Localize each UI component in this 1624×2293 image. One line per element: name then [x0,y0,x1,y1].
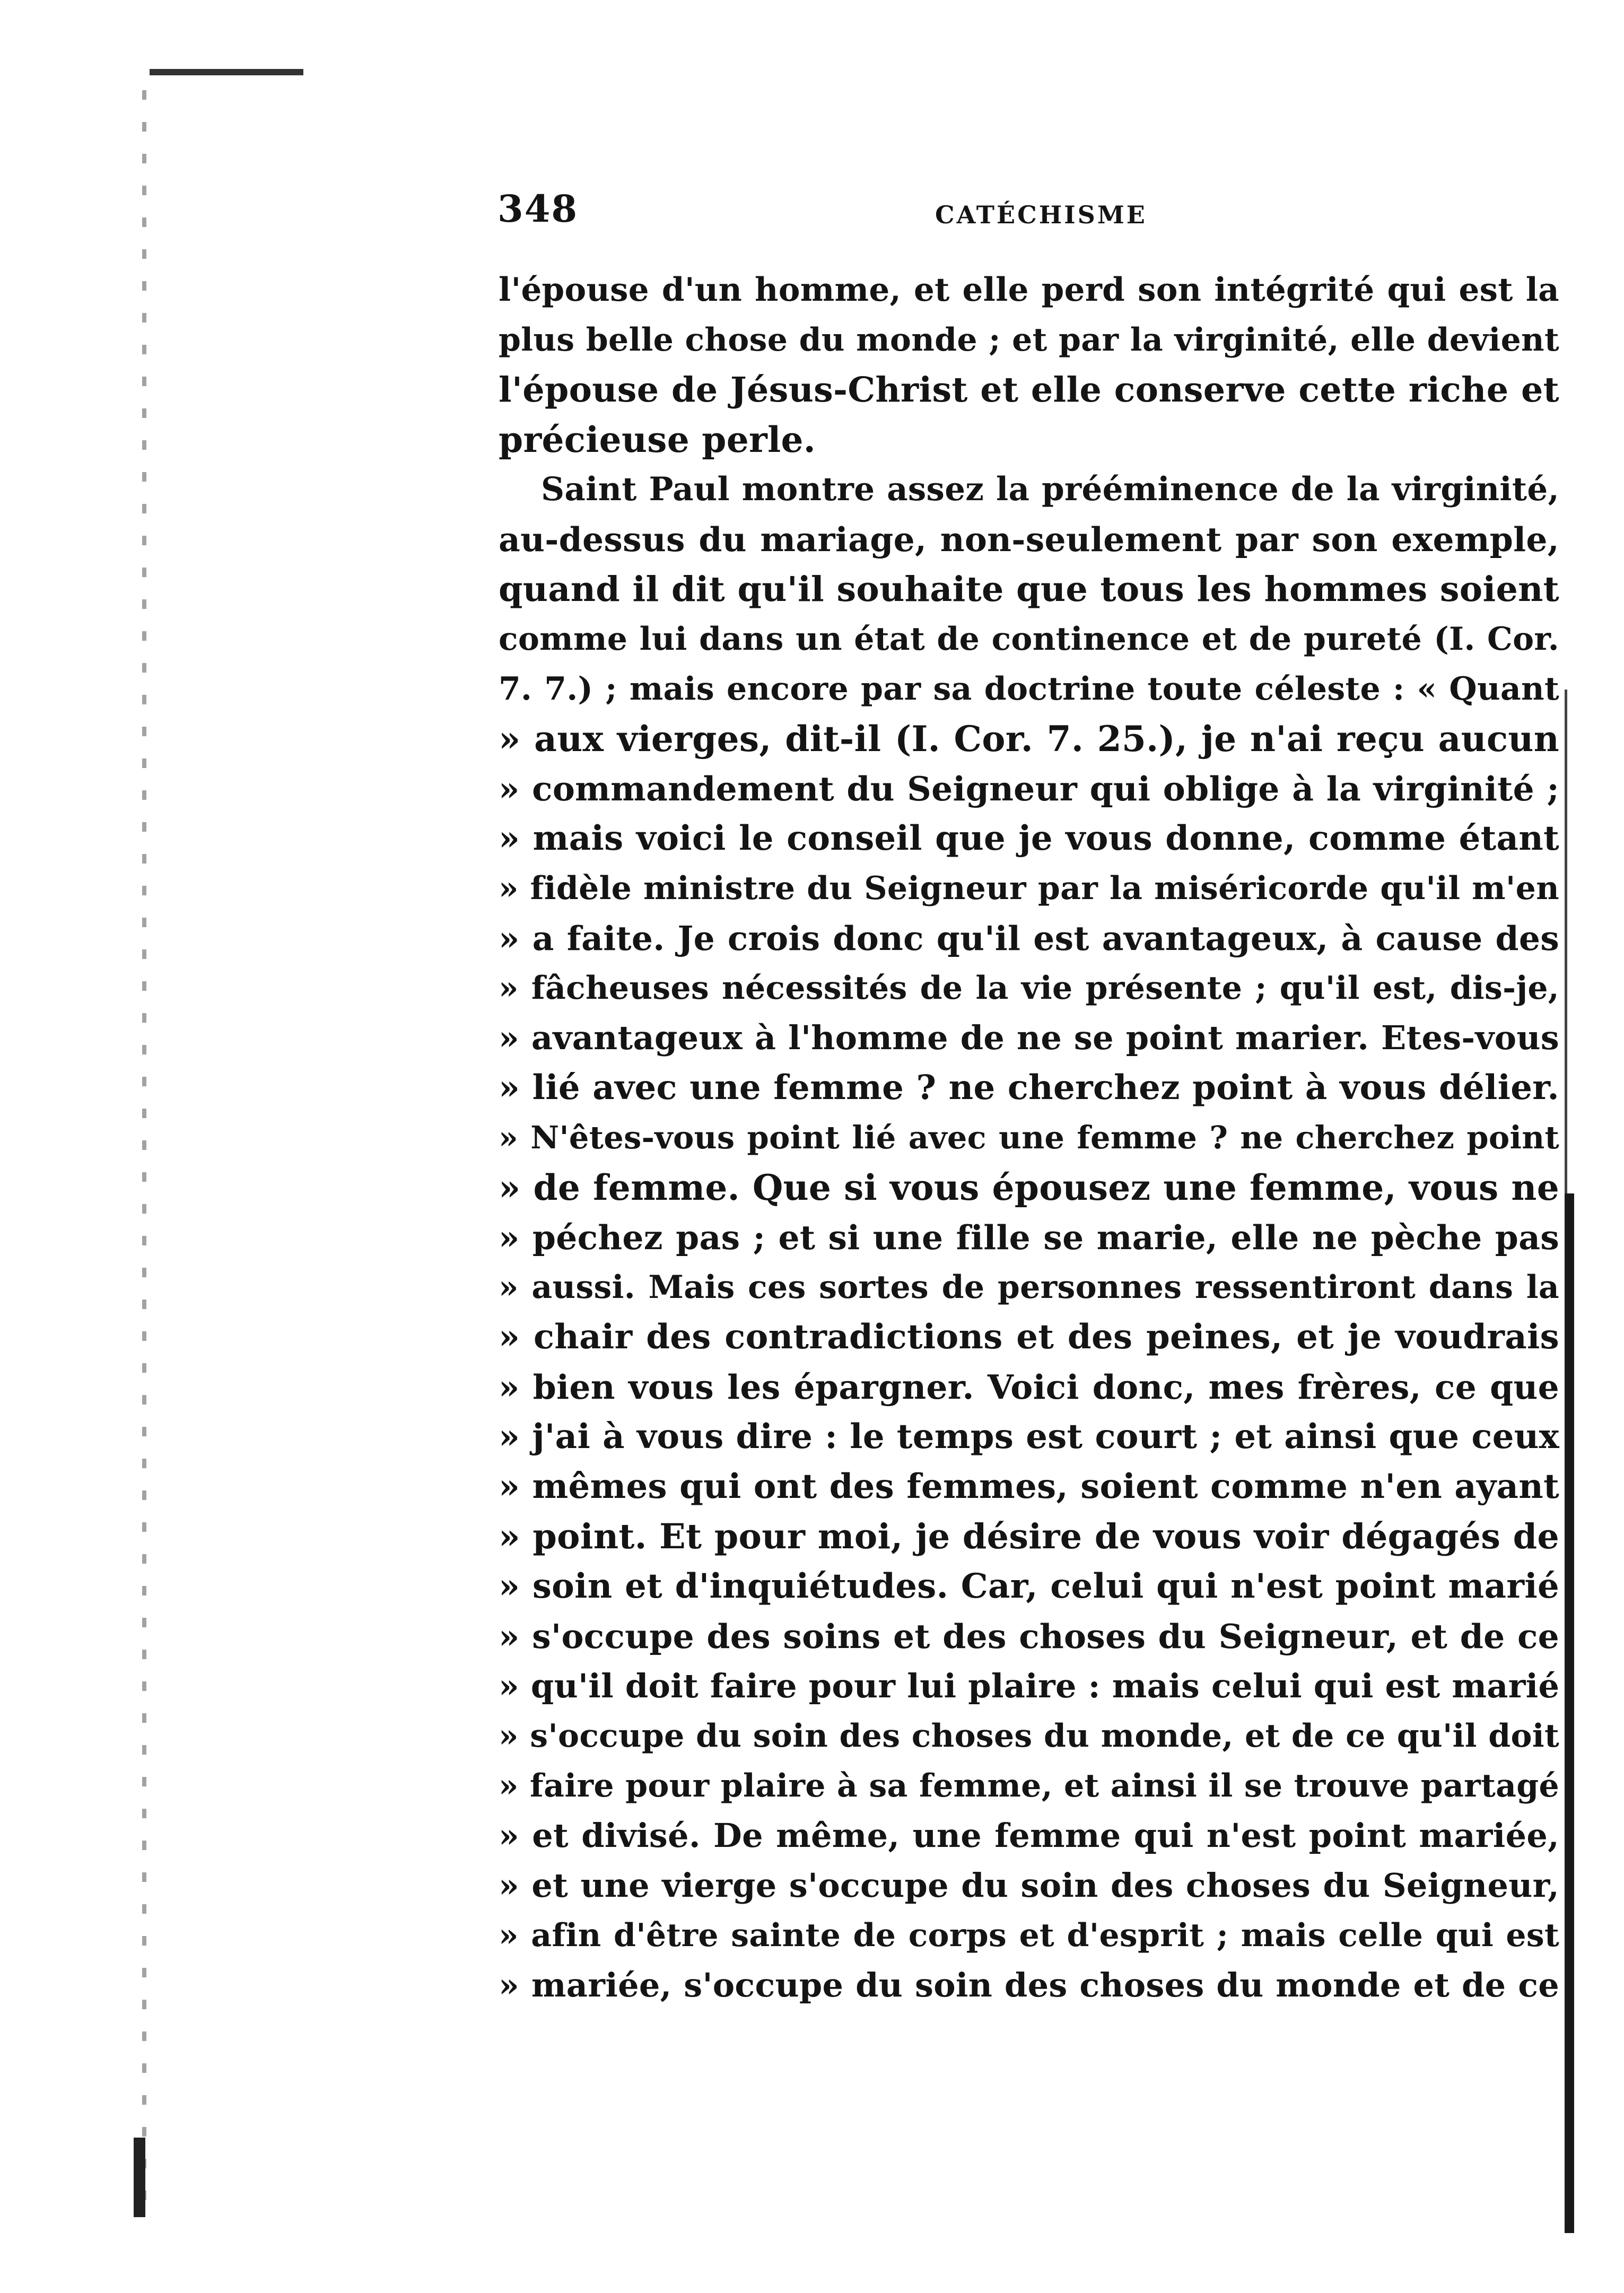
text-line: » s'occupe du soin des choses du monde, et de ce qu'il doit [499,1717,1559,1755]
page-header [497,187,1564,245]
text-line: » avantageux à l'homme de ne se point marier. Etes-vous [499,1018,1559,1057]
body-text [499,265,1559,2010]
text-line: précieuse perle. [499,419,816,460]
text-line: l'épouse d'un homme, et elle perd son intégrité qui est la [499,271,1559,309]
text-line: plus belle chose du monde ; et par la virginité, elle devient [499,321,1559,359]
text-line: » mêmes qui ont des femmes, soient comme n'en ayant [499,1467,1559,1506]
text-line: » aussi. Mais ces sortes de personnes ressentiront dans la [499,1269,1559,1306]
page-edge-line [1565,690,1567,1193]
text-line: quand il dit qu'il souhaite que tous les hommes soient [499,569,1559,609]
page-number: 348 [497,187,579,231]
text-line: » commandement du Seigneur qui oblige à la virginité ; [499,769,1559,808]
text-line: » s'occupe des soins et des choses du Seigneur, et de ce [499,1617,1559,1656]
text-line: au-dessus du mariage, non-seulement par son exemple, [499,520,1559,559]
text-line: » fidèle ministre du Seigneur par la miséricorde qu'il m'en [499,870,1559,907]
text-line: » faire pour plaire à sa femme, et ainsi il se trouve partagé [499,1767,1559,1804]
scan-mark [150,69,303,75]
text-line: » j'ai à vous dire : le temps est court ; et ainsi que ceux [499,1417,1559,1457]
text-line: » et une vierge s'occupe du soin des choses du Seigneur, [499,1866,1559,1905]
text-line: » soin et d'inquiétudes. Car, celui qui n'est point marié [499,1566,1559,1606]
text-line: » fâcheuses nécessités de la vie présente ; qu'il est, dis-je, [499,970,1559,1007]
text-line: » aux vierges, dit-il (I. Cor. 7. 25.), je n'ai reçu aucun [499,718,1559,760]
text-line: » mais voici le conseil que je vous donne, comme étant [499,818,1559,858]
text-line: Saint Paul montre assez la prééminence de la virginité, [541,470,1559,508]
running-title: CATÉCHISME [935,200,1147,229]
text-line: » chair des contradictions et des peines, et je voudrais [499,1317,1559,1357]
text-line: » qu'il doit faire pour lui plaire : mais celui qui est marié [499,1667,1560,1705]
binding-edge [142,90,146,2212]
text-line: » bien vous les épargner. Voici donc, mes frères, ce que [499,1367,1559,1407]
text-line: » a faite. Je crois donc qu'il est avantageux, à cause des [499,919,1559,958]
text-line: » lié avec une femme ? ne cherchez point à vous délier. [499,1068,1559,1108]
text-line: » et divisé. De même, une femme qui n'est point mariée, [499,1816,1559,1855]
text-line: » mariée, s'occupe du soin des choses du monde et de ce [499,1966,1559,2004]
binding-edge-bottom [134,2138,145,2217]
text-line: » point. Et pour moi, je désire de vous voir dégagés de [499,1516,1559,1557]
text-line: » de femme. Que si vous épousez une femme, vous ne [499,1167,1559,1208]
text-line: » N'êtes-vous point lié avec une femme ? ne cherchez point [499,1119,1559,1156]
text-line: » afin d'être sainte de corps et d'esprit ; mais celle qui est [499,1917,1559,1954]
text-line: » péchez pas ; et si une fille se marie, elle ne pèche pas [499,1218,1559,1257]
text-line: comme lui dans un état de continence et de pureté (I. Cor. [499,621,1559,658]
text-line: 7. 7.) ; mais encore par sa doctrine toute céleste : « Quant [499,670,1559,708]
page-edge-bar [1565,1193,1574,2233]
text-line: l'épouse de Jésus-Christ et elle conserve cette riche et [499,370,1559,410]
